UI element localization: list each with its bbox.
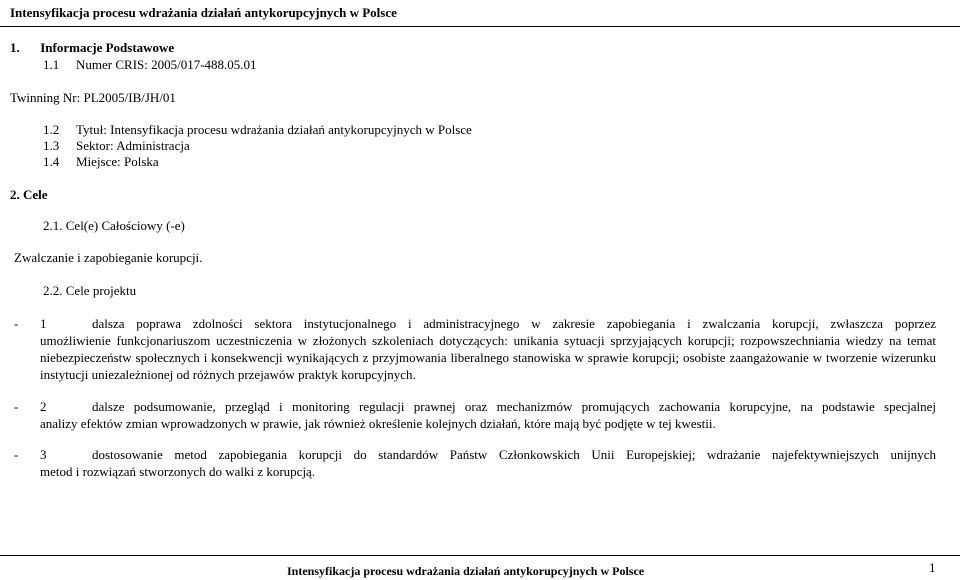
goal-1-first-line: dalsza poprawa zdolności sektora instytucjonalnego i administracyjnego w zakresie zapobiegania i zwalczania korupcji, zwłaszcza poprzez	[92, 316, 936, 331]
goal-1-dash: -	[14, 316, 19, 331]
section-2-heading: 2. Cele	[10, 187, 48, 202]
subsection-2-1-heading: 2.1. Cel(e) Całościowy (-e)	[43, 218, 185, 233]
item-1-2-value: Intensyfikacja procesu wdrażania działań antykorupcyjnych w Polsce	[110, 122, 472, 137]
item-1-4-text: Miejsce: Polska	[76, 154, 159, 169]
project-goal-1	[14, 315, 936, 383]
goal-2-dash: -	[14, 399, 19, 414]
item-1-4	[43, 154, 159, 170]
header-title: Intensyfikacja procesu wdrażania działań antykorupcyjnych w Polsce	[10, 5, 397, 20]
goal-2-rest: analizy efektów zmian wprowadzonych w prawie, jak również określenie kolejnych działań, które mają być podjęte w tej kwestii.	[40, 416, 716, 431]
goal-2-number: 2	[40, 399, 47, 414]
goal-1-rest: umożliwienie funkcjonariuszom uczestniczenia w złożonych szkoleniach dotyczących: unikania sytuacji sprzyjających korupcji; rozpowszechniania wiedzy na temat niebezpieczeństw społecznych i konsekwencji wynikających z przyjmowania liberalnego stanowiska w sprawie korupcji; osobiste zaangażowanie w tworzenie wizerunku instytucji uniezależnionej od różnych przejawów praktyk korupcyjnych.	[40, 333, 936, 382]
goal-3-rest: metod i rozwiązań stworzonych do walki z korupcją.	[40, 464, 316, 479]
item-1-1	[43, 57, 257, 73]
overall-goal-text: Zwalczanie i zapobieganie korupcji.	[14, 250, 203, 265]
section-1-heading	[10, 40, 174, 56]
item-1-2	[43, 122, 472, 138]
section-1-label: Informacje Podstawowe	[40, 40, 175, 55]
item-1-3-text: Sektor: Administracja	[76, 138, 190, 153]
item-1-3	[43, 138, 190, 154]
project-goal-3	[14, 446, 936, 480]
page-number: 1	[929, 560, 936, 575]
item-1-4-number: 1.4	[43, 154, 60, 169]
section-1-number: 1.	[10, 40, 20, 55]
goal-3-first-line: dostosowanie metod zapobiegania korupcji do standardów Państw Członkowskich Unii Europejskiej; wdrażanie najefektywniejszych unijnych	[92, 447, 936, 462]
goal-1-number: 1	[40, 316, 47, 331]
footer-title: Intensyfikacja procesu wdrażania działań antykorupcyjnych w Polsce	[287, 564, 645, 578]
header-rule	[0, 26, 960, 27]
goal-3-number: 3	[40, 447, 47, 462]
item-1-1-text: Numer CRIS: 2005/017-488.05.01	[76, 57, 257, 72]
twinning-number: Twinning Nr: PL2005/IB/JH/01	[10, 90, 176, 105]
goal-2-first-line: dalsze podsumowanie, przegląd i monitoring regulacji prawnej oraz mechanizmów promujących zachowania korupcyjne, na podstawie specjalnej	[92, 399, 936, 414]
item-1-2-number: 1.2	[43, 122, 60, 137]
footer-rule	[0, 555, 960, 556]
item-1-3-number: 1.3	[43, 138, 60, 153]
item-1-2-label: Tytuł:	[76, 122, 111, 137]
subsection-2-2-heading: 2.2. Cele projektu	[43, 283, 137, 298]
goal-3-dash: -	[14, 447, 19, 462]
item-1-1-number: 1.1	[43, 57, 60, 72]
project-goal-2	[14, 398, 936, 432]
